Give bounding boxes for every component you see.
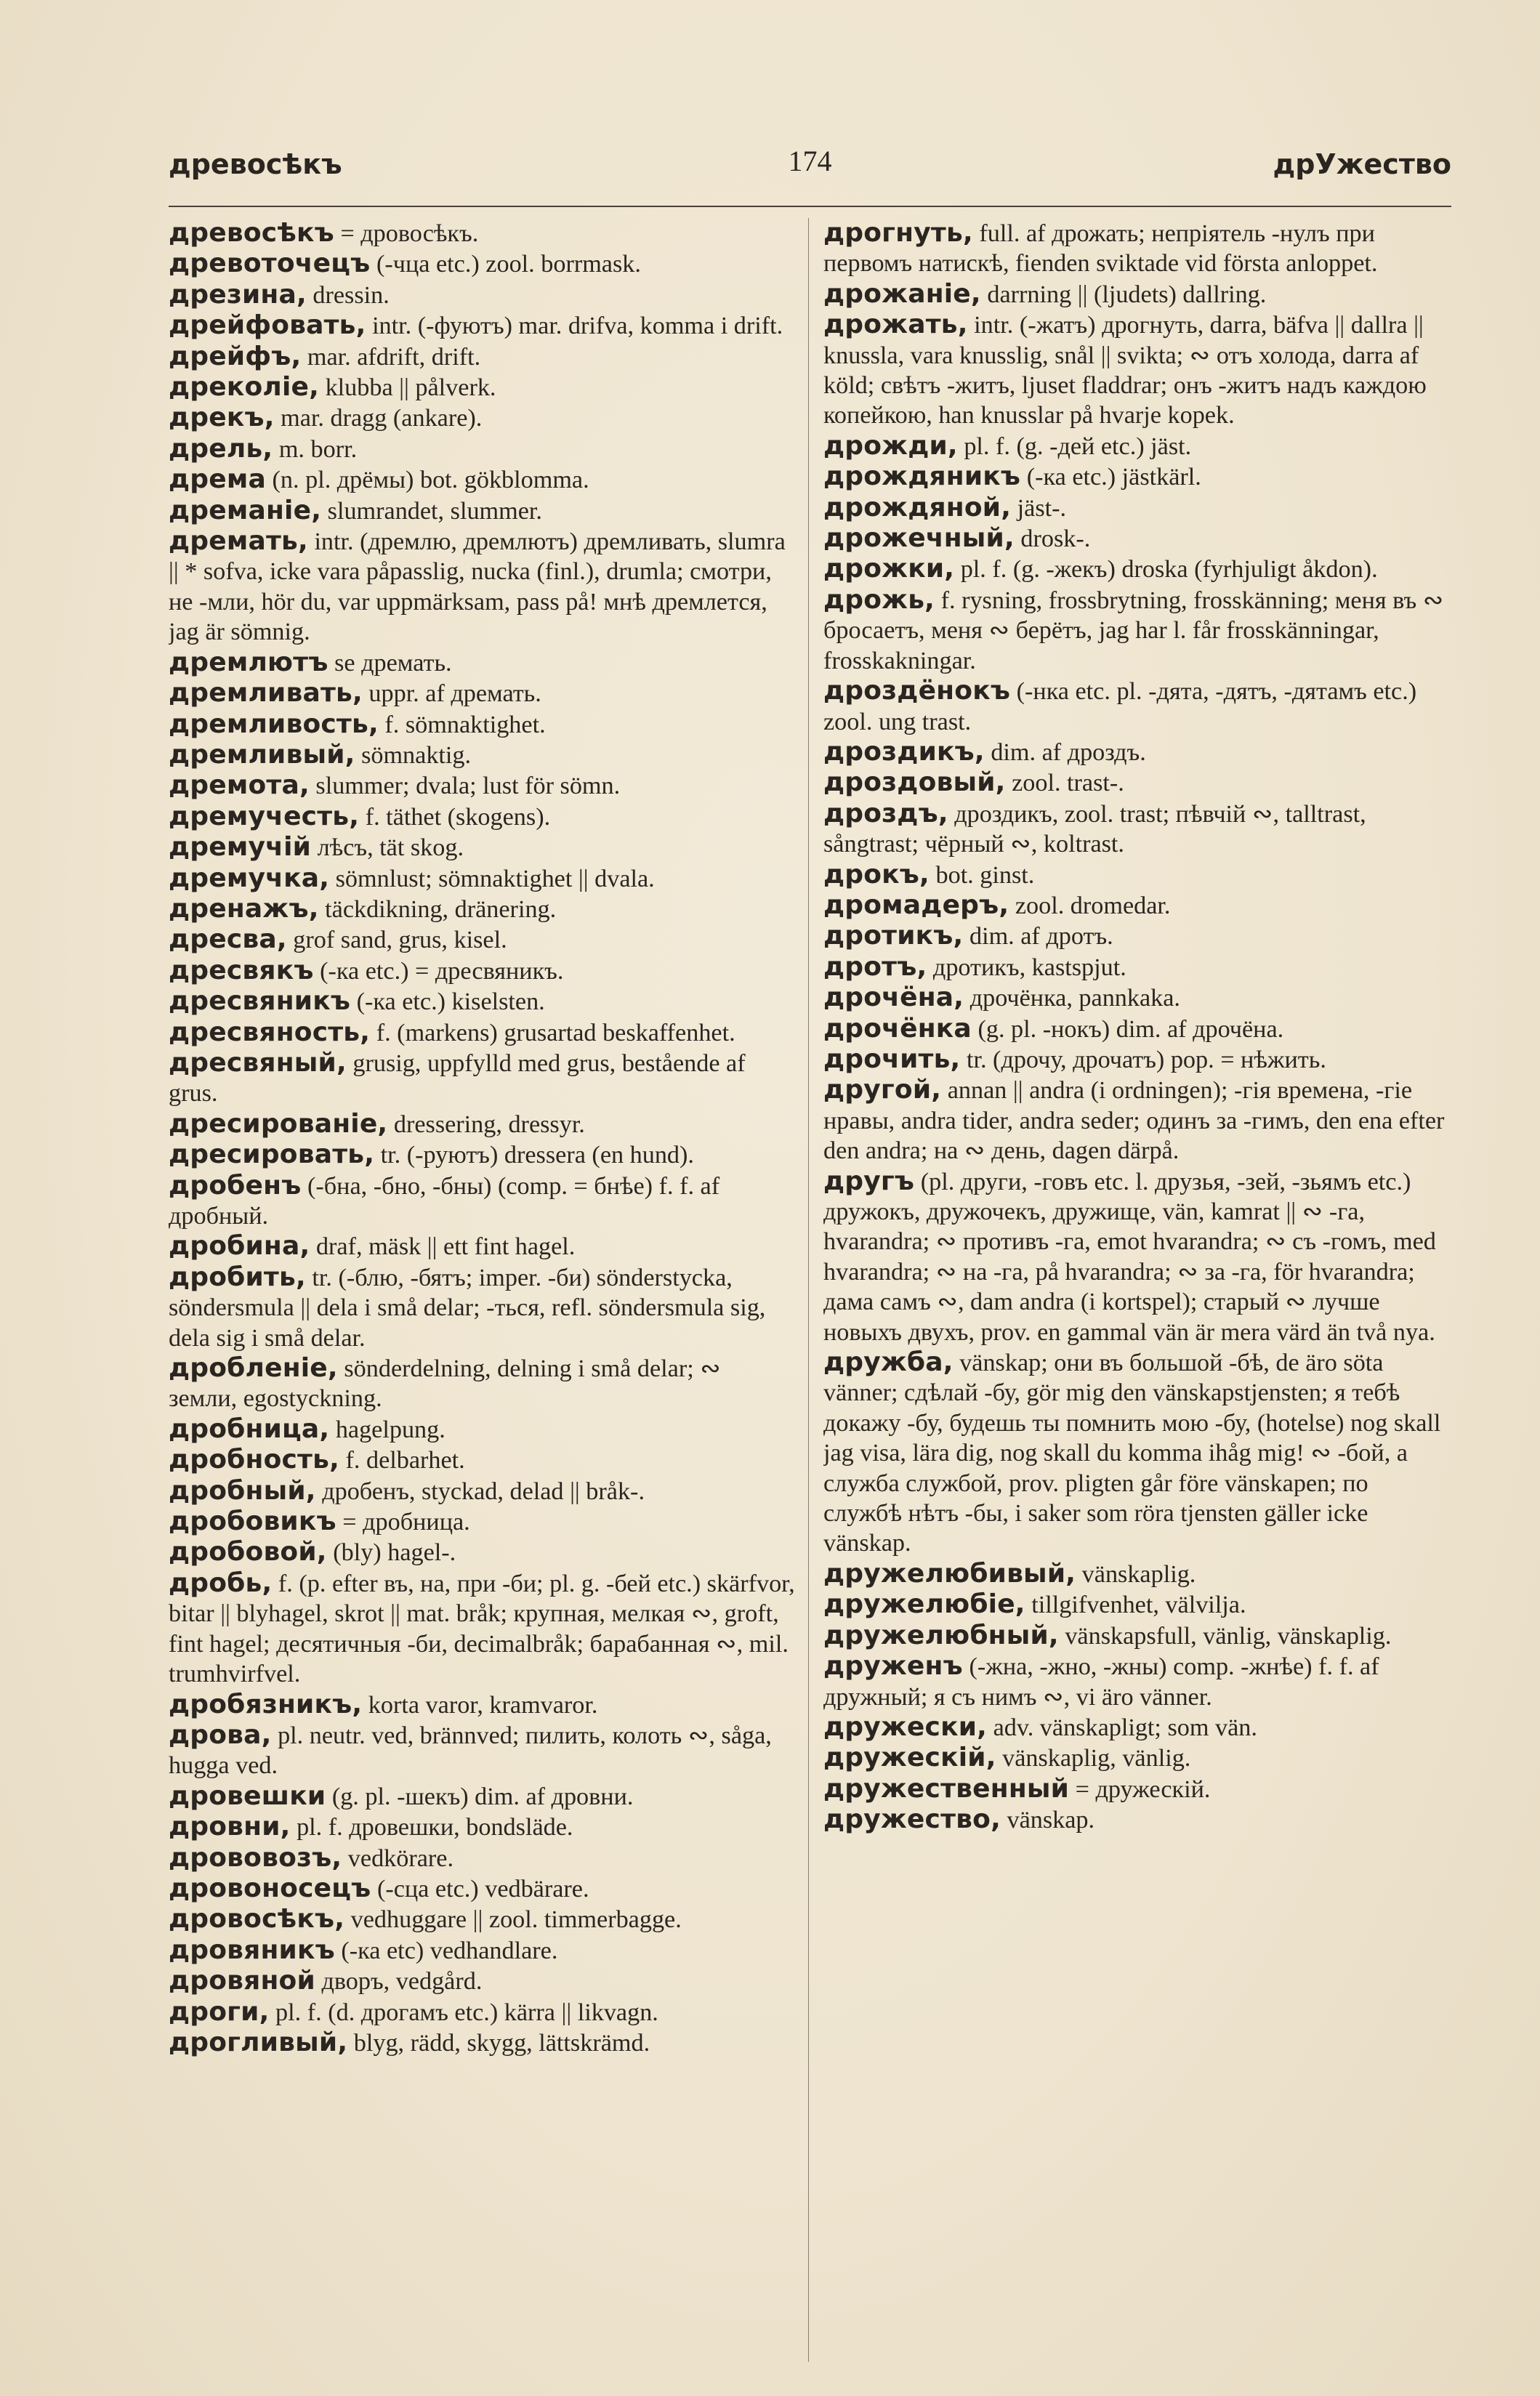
entry-definition: slumrandet, slummer. — [321, 497, 542, 525]
entry-definition: (g. pl. -нокъ) dim. af дрочёна. — [971, 1015, 1284, 1043]
entry-headword: друженъ — [823, 1651, 963, 1682]
dictionary-entry — [169, 1537, 795, 1568]
entry-headword: дружественный — [823, 1773, 1070, 1804]
dictionary-entry — [169, 1476, 795, 1506]
entry-headword: дресвяный, — [169, 1047, 347, 1078]
entry-headword: дрезина, — [169, 279, 307, 310]
dictionary-entry — [169, 1262, 795, 1353]
entry-headword: дровешки — [169, 1780, 326, 1811]
entry-headword: дружескій, — [823, 1743, 996, 1773]
entry-definition: (-ка etc.) kiselsten. — [350, 988, 545, 1016]
dictionary-entry — [169, 218, 795, 249]
entry-definition: tr. (-блю, -бятъ; imper. -би) sönderstycka, söndersmula || dela i små delar; -ться, refl. söndersmula sig, dela sig i små delar. — [169, 1264, 766, 1352]
entry-definition: дробенъ, styckad, delad || bråk-. — [315, 1477, 645, 1505]
entry-definition: (-жна, -жно, -жны) comp. -жнѣе) f. f. af дружный; я съ нимъ ∾, vi äro vänner. — [823, 1653, 1379, 1711]
entry-headword: дрожь, — [823, 584, 935, 615]
entry-headword: дроздъ, — [823, 798, 948, 828]
entry-definition: dressering, dressyr. — [387, 1110, 585, 1138]
entry-definition: (-ка etc.) jästkärl. — [1020, 464, 1201, 491]
dictionary-entry — [169, 526, 795, 648]
entry-definition: vänskap. — [1000, 1807, 1095, 1834]
dictionary-entry — [823, 1075, 1450, 1166]
dictionary-entry — [169, 1414, 795, 1445]
entry-headword: дробовикъ — [169, 1506, 336, 1537]
entry-headword: дремливый, — [169, 739, 355, 770]
entry-headword: дремучесть, — [169, 801, 360, 831]
dictionary-entry — [169, 1935, 795, 1966]
entry-definition: pl. f. (d. дрогамъ etc.) kärra || likvagn. — [269, 1998, 658, 2026]
dictionary-entry — [823, 431, 1450, 461]
entry-headword: дровяной — [169, 1966, 315, 1996]
dictionary-entry — [169, 1873, 795, 1904]
entry-definition: draf, mäsk || ett fint hagel. — [310, 1233, 576, 1261]
entry-definition: zool. dromedar. — [1009, 892, 1171, 919]
entry-headword: дресвяность, — [169, 1017, 371, 1047]
entry-definition: (n. pl. дрёмы) bot. gökblomma. — [265, 467, 589, 494]
dictionary-entry — [169, 464, 795, 495]
dictionary-entry — [823, 1589, 1450, 1620]
entry-definition: dim. af дроздъ. — [984, 738, 1146, 766]
entry-definition: blyg, rädd, skygg, lättskrämd. — [347, 2029, 650, 2057]
dictionary-entry — [823, 890, 1450, 921]
entry-definition: tr. (-руютъ) dressera (en hund). — [374, 1142, 694, 1169]
entry-definition: (-ка etc.) = дресвяникъ. — [313, 957, 564, 985]
dictionary-entry — [169, 342, 795, 372]
dictionary-entry — [169, 2028, 795, 2058]
entry-definition: drosk-. — [1014, 525, 1091, 553]
dictionary-entry — [169, 310, 795, 341]
entry-definition: vänskap; они въ большой -бѣ, de äro söta vänner; сдѣлай -бу, gör mig den vänskapstjensten; я тебѣ докажу -бу, будешь ты помнить мою -бу, (hotelse) nog skall jag visa, lära dig, nog skall du komma ihåg mig! ∾ -бой, а служба службой, prov. pligten går före vänskapen; по службѣ нѣтъ -бы, i saker som röra tjensten gäller icke vänskap. — [823, 1350, 1441, 1557]
entry-definition: f. sömnaktighet. — [378, 711, 546, 738]
entry-definition: pl. f. (g. -жекъ) droska (fyrhjuligt åkdon). — [954, 556, 1378, 584]
entry-definition: f. rysning, frossbrytning, frosskänning; меня въ ∾ бросаетъ, меня ∾ берётъ, jag har l. får frosskänningar, frosskakningar. — [823, 586, 1444, 674]
dictionary-entry — [823, 1621, 1450, 1651]
entry-headword: другъ — [823, 1166, 915, 1196]
dictionary-entry — [823, 1044, 1450, 1075]
entry-definition: mar. afdrift, drift. — [301, 343, 481, 371]
dictionary-entry — [823, 1743, 1450, 1773]
entry-headword: дресвяникъ — [169, 986, 351, 1017]
dictionary-entry — [169, 1997, 795, 2028]
entry-definition: m. borr. — [273, 435, 358, 463]
entry-definition: vänskaplig. — [1076, 1560, 1196, 1588]
entry-definition: = дровосѣкъ. — [334, 220, 479, 247]
entry-headword: дрогнуть, — [823, 218, 973, 248]
dictionary-entry — [823, 1347, 1450, 1559]
entry-headword: дробница, — [169, 1413, 330, 1444]
entry-headword: дрейфъ, — [169, 341, 302, 371]
entry-definition: intr. (дремлю, дремлютъ) дремливать, slumra || * sofva, icke vara påpasslig, nucka (finl.), drumla; смотри, не -мли, hör du, var uppmärksam, pass på! мнѣ дремлется, jag är sömnig. — [169, 528, 786, 646]
entry-definition: full. af дрожать; непріятель -нулъ при первомъ натискѣ, fienden sviktade vid första anloppet. — [823, 220, 1378, 278]
dictionary-entry — [169, 986, 795, 1017]
page-number: 174 — [788, 145, 832, 177]
dictionary-entry — [823, 523, 1450, 554]
entry-definition: intr. (-фуютъ) mar. drifva, komma i drift. — [366, 312, 783, 340]
entry-headword: дровяникъ — [169, 1935, 335, 1965]
entry-headword: дрождяникъ — [823, 461, 1021, 492]
entry-headword: дробленіе, — [169, 1353, 338, 1384]
dictionary-entry — [823, 554, 1450, 584]
entry-headword: дробить, — [169, 1262, 306, 1292]
dictionary-entry — [169, 863, 795, 894]
dictionary-entry — [169, 1720, 795, 1781]
entry-headword: дрожать, — [823, 310, 968, 340]
entry-headword: дрема — [169, 464, 266, 495]
dictionary-entry — [169, 372, 795, 403]
dictionary-entry — [169, 1904, 795, 1935]
entry-definition: (-чца etc.) zool. borrmask. — [370, 251, 641, 278]
entry-headword: дробь, — [169, 1568, 273, 1598]
entry-headword: дрождяной, — [823, 492, 1012, 523]
entry-headword: дрова, — [169, 1719, 272, 1750]
dictionary-entry — [169, 924, 795, 955]
entry-headword: дрочить, — [823, 1044, 961, 1074]
entry-headword: дроздёнокъ — [823, 676, 1011, 706]
dictionary-entry — [169, 1109, 795, 1139]
entry-headword: дротъ, — [823, 951, 927, 982]
dictionary-entry — [823, 860, 1450, 890]
entry-headword: дробность, — [169, 1445, 339, 1475]
page-header — [169, 138, 1451, 196]
entry-definition: jäst-. — [1011, 494, 1067, 522]
dictionary-entry — [169, 1017, 795, 1048]
entry-definition: korta varor, kramvaror. — [362, 1691, 598, 1719]
header-right-guideword: дрУжество — [1273, 148, 1451, 180]
dictionary-entry — [169, 1843, 795, 1873]
entry-definition: klubba || pålverk. — [319, 374, 496, 402]
dictionary-entry — [169, 1139, 795, 1170]
entry-definition: pl. f. (g. -дей etc.) jäst. — [957, 432, 1192, 460]
entry-headword: дробенъ — [169, 1170, 302, 1201]
dictionary-entry — [823, 461, 1450, 492]
entry-definition: (pl. други, -говъ etc. l. друзья, -зей, -зьямъ etc.) дружокъ, дружочекъ, дружище, vän, kamrat || ∾ -га, hvarandra; ∾ противъ -га, emot hvarandra; ∾ съ -гомъ, med hvarandra; ∾ на -га, på hvarandra; ∾ за -га, för hvarandra; дама самъ ∾, dam andra (i kortspel); старый ∾ лучше новыхъ двухъ, prov. en gammal vän är mera värd än två nya. — [823, 1168, 1436, 1346]
dictionary-entry — [823, 737, 1450, 767]
dictionary-entry — [823, 983, 1450, 1013]
entry-definition: tr. (дрочу, дрочатъ) pop. = нѣжить. — [960, 1046, 1326, 1073]
entry-definition: (-нка etc. pl. -дята, -дятъ, -дятамъ etc.) zool. ung trast. — [823, 678, 1417, 735]
dictionary-entry — [823, 218, 1450, 279]
dictionary-entry — [823, 493, 1450, 523]
entry-headword: древоточецъ — [169, 249, 371, 279]
dictionary-entry — [169, 1353, 795, 1414]
dictionary-entry — [169, 1171, 795, 1232]
entry-headword: дремать, — [169, 526, 308, 557]
dictionary-entry — [823, 1804, 1450, 1835]
entry-definition: pl. f. дровешки, bondsläde. — [290, 1814, 573, 1842]
entry-definition: bot. ginst. — [929, 861, 1035, 889]
dictionary-entry — [169, 434, 795, 464]
entry-definition: slummer; dvala; lust för sömn. — [309, 773, 621, 800]
entry-headword: дремота, — [169, 770, 310, 801]
entry-headword: дресвякъ — [169, 955, 314, 985]
entry-definition: (bly) hagel-. — [326, 1539, 456, 1567]
entry-headword: дротикъ, — [823, 921, 964, 951]
dictionary-entry — [169, 1781, 795, 1812]
entry-headword: дрейфовать, — [169, 310, 366, 341]
entry-headword: древосѣкъ — [169, 218, 334, 248]
dictionary-entry — [823, 952, 1450, 983]
dictionary-entry — [169, 770, 795, 801]
entry-definition: pl. neutr. ved, brännved; пилить, колоть ∾, såga, hugga ved. — [169, 1722, 772, 1780]
dictionary-entry — [823, 1166, 1450, 1347]
entry-definition: intr. (-жатъ) дрогнуть, darra, bäfva || dallra || knussla, vara knusslig, snål || svikta; ∾ отъ холода, darra af köld; свѣтъ -житъ, ljuset fladdrar; онъ -житъ надъ каждою копейкою, han knusslar på hvarje kopek. — [823, 312, 1427, 429]
entry-definition: adv. vänskapligt; som vän. — [987, 1714, 1257, 1741]
entry-headword: дремливость, — [169, 709, 379, 739]
entry-headword: дрововозъ, — [169, 1842, 342, 1873]
entry-headword: дружелюбный, — [823, 1620, 1059, 1650]
entry-definition: лѣсъ, tät skog. — [311, 834, 464, 862]
entry-definition: dim. af дротъ. — [963, 923, 1113, 951]
entry-headword: дрожечный, — [823, 523, 1015, 554]
entry-definition: grusig, uppfylld med grus, bestående af grus. — [169, 1049, 746, 1108]
entry-definition: f. (markens) grusartad beskaffenhet. — [370, 1019, 735, 1046]
dictionary-entry — [823, 310, 1450, 431]
entry-headword: дрочёна, — [823, 983, 964, 1013]
dictionary-entry — [169, 648, 795, 678]
entry-definition: täckdikning, dränering. — [318, 895, 557, 923]
entry-headword: дренажъ, — [169, 893, 319, 924]
dictionary-entry — [823, 1651, 1450, 1712]
dictionary-entry — [169, 249, 795, 279]
entry-headword: дресировать, — [169, 1139, 375, 1170]
entry-headword: дромадеръ, — [823, 890, 1009, 920]
entry-headword: дроздикъ, — [823, 736, 985, 767]
entry-headword: дрекъ, — [169, 403, 275, 433]
dictionary-entry — [169, 1231, 795, 1262]
entry-headword: дрокъ, — [823, 859, 930, 890]
dictionary-entry — [823, 1014, 1450, 1044]
entry-definition: darrning || (ljudets) dallring. — [980, 281, 1267, 308]
entry-definition: = дробница. — [336, 1509, 470, 1536]
dictionary-entry — [823, 676, 1450, 737]
dictionary-entry — [169, 894, 795, 924]
entry-definition: sönderdelning, delning i små delar; ∾ земли, egostyckning. — [169, 1355, 721, 1413]
dictionary-entry — [169, 496, 795, 526]
entry-definition: (-сца etc.) vedbärare. — [371, 1875, 589, 1903]
entry-definition: vedkörare. — [342, 1844, 454, 1872]
entry-headword: дроздовый, — [823, 767, 1006, 798]
entry-definition: sömnaktig. — [355, 741, 472, 769]
entry-headword: дрочёнка — [823, 1013, 972, 1044]
dictionary-entry — [169, 1568, 795, 1690]
entry-headword: дружество, — [823, 1804, 1001, 1835]
entry-definition: f. (p. efter въ, на, при -би; pl. g. -бей etc.) skärfvor, bitar || blyhagel, skrot || mat. bråk; крупная, мелкая ∾, groft, fint hagel; десятичныя -би, decimalbråk; барабанная ∾, mil. trumhvirfvel. — [169, 1570, 795, 1688]
entry-definition: дроздикъ, zool. trast; пѣвчій ∾, talltrast, sångtrast; чёрный ∾, koltrast. — [823, 800, 1366, 858]
entry-headword: дрожаніе, — [823, 278, 981, 309]
entry-definition: mar. dragg (ankare). — [274, 405, 483, 432]
dictionary-entry — [169, 740, 795, 770]
entry-definition: hagelpung. — [329, 1416, 446, 1443]
dictionary-entry — [169, 802, 795, 832]
right-column — [823, 218, 1450, 2369]
column-divider — [808, 218, 809, 2362]
entry-definition: tillgifvenhet, välvilja. — [1025, 1592, 1246, 1619]
entry-headword: дружелюбивый, — [823, 1558, 1076, 1589]
entry-definition: дротикъ, kastspjut. — [927, 953, 1126, 981]
entry-headword: дроги, — [169, 1996, 270, 2027]
dictionary-entry — [169, 1445, 795, 1475]
entry-headword: дробина, — [169, 1231, 310, 1262]
entry-headword: дреколіе, — [169, 372, 320, 403]
entry-headword: дровни, — [169, 1812, 291, 1842]
entry-headword: дремливать, — [169, 678, 363, 709]
dictionary-entry — [169, 1506, 795, 1537]
entry-headword: дресированіе, — [169, 1108, 388, 1139]
entry-headword: дреманіе, — [169, 495, 322, 525]
dictionary-entry — [169, 709, 795, 740]
dictionary-entry — [169, 956, 795, 986]
entry-headword: дремлютъ — [169, 647, 328, 677]
dictionary-entry — [169, 678, 795, 709]
entry-headword: дружелюбіе, — [823, 1589, 1025, 1620]
entry-headword: дрожди, — [823, 430, 958, 461]
entry-headword: дрель, — [169, 433, 273, 464]
header-rule — [169, 206, 1451, 207]
entry-headword: дремучка, — [169, 863, 330, 893]
entry-headword: дружба, — [823, 1347, 954, 1378]
entry-headword: дремучій — [169, 832, 312, 863]
entry-headword: другой, — [823, 1075, 942, 1105]
dictionary-entry — [169, 1048, 795, 1109]
entry-definition: f. täthet (skogens). — [359, 803, 551, 831]
entry-headword: дрожки, — [823, 554, 955, 584]
entry-definition: = дружескій. — [1069, 1775, 1211, 1803]
entry-headword: дробязникъ, — [169, 1689, 363, 1719]
entry-definition: uppr. af дремать. — [362, 680, 541, 708]
entry-definition: grof sand, grus, kisel. — [286, 927, 507, 954]
entry-headword: дрогливый, — [169, 2027, 348, 2057]
entry-headword: дробный, — [169, 1475, 316, 1506]
dictionary-entry — [823, 1774, 1450, 1804]
dictionary-entry — [823, 767, 1450, 798]
entry-headword: дровоносецъ — [169, 1873, 371, 1903]
entry-headword: дружески, — [823, 1711, 988, 1742]
entry-definition: дворъ, vedgård. — [315, 1968, 483, 1996]
entry-headword: дресва, — [169, 924, 287, 955]
dictionary-entry — [169, 1690, 795, 1720]
dictionary-entry — [169, 1812, 795, 1842]
entry-definition: дрочёнка, pannkaka. — [964, 985, 1180, 1012]
dictionary-entry — [823, 799, 1450, 860]
dictionary-entry — [823, 1559, 1450, 1589]
dictionary-entry — [169, 1966, 795, 1996]
entry-definition: sömnlust; sömnaktighet || dvala. — [329, 865, 655, 892]
entry-definition: f. delbarhet. — [339, 1447, 465, 1475]
dictionary-entry — [823, 279, 1450, 310]
entry-definition: se дремать. — [328, 649, 452, 677]
entry-definition: vänskapsfull, vänlig, vänskaplig. — [1058, 1622, 1392, 1650]
entry-definition: dressin. — [306, 281, 390, 309]
entry-definition: vänskaplig, vänlig. — [996, 1745, 1191, 1772]
entry-definition: (-бна, -бно, -бны) (comp. = бнѣе) f. f. af дробный. — [169, 1172, 720, 1230]
entry-definition: (-ка etc) vedhandlare. — [334, 1937, 558, 1964]
entry-definition: vedhuggare || zool. timmerbagge. — [344, 1906, 682, 1934]
entry-definition: annan || andra (i ordningen); -гія времена, -гіе нравы, andra tider, andra seder; одинъ за -гимъ, den ena efter den andra; на ∾ день, dagen därpå. — [823, 1077, 1445, 1165]
dictionary-entry — [169, 280, 795, 310]
entry-definition: zool. trast-. — [1005, 770, 1124, 797]
dictionary-entry — [823, 1712, 1450, 1743]
header-left-guideword: древосѣкъ — [169, 148, 342, 180]
left-column — [169, 218, 795, 2369]
dictionary-entry — [169, 403, 795, 433]
dictionary-entry — [823, 585, 1450, 676]
dictionary-entry — [169, 832, 795, 863]
entry-definition: (g. pl. -шекъ) dim. af дровни. — [326, 1783, 634, 1810]
entry-headword: дровосѣкъ, — [169, 1904, 345, 1935]
dictionary-entry — [823, 921, 1450, 951]
entry-headword: дробовой, — [169, 1537, 327, 1568]
